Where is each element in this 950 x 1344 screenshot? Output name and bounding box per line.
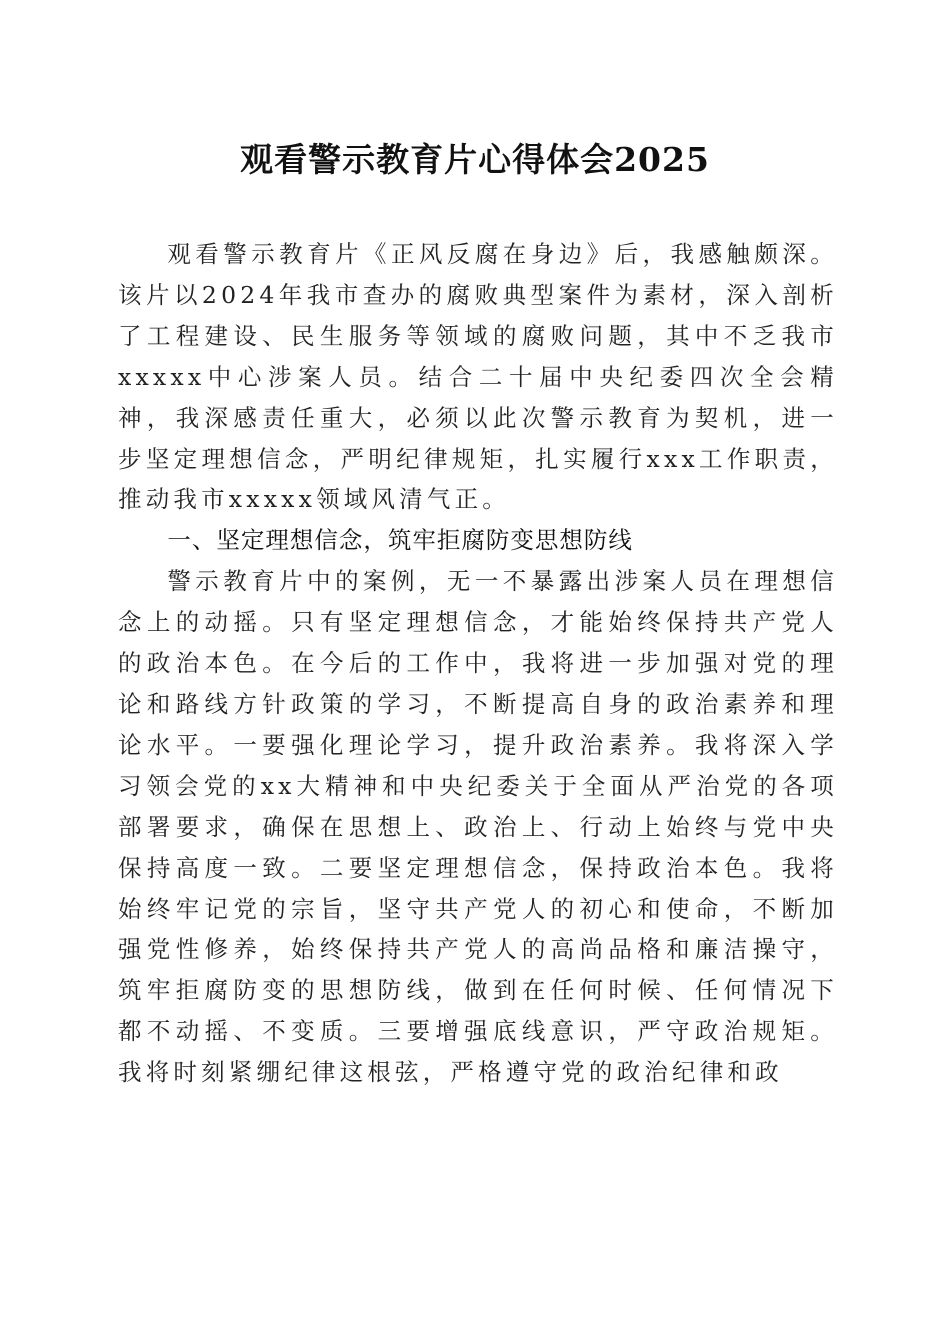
document-body bbox=[118, 234, 838, 1093]
section-heading-1: 一、坚定理想信念，筑牢拒腐防变思想防线 bbox=[167, 526, 633, 555]
section-1-paragraph: 警示教育片中的案例，无一不暴露出涉案人员在理想信念上的动摇。只有坚定理想信念，才能始终保持共产党人的政治本色。在今后的工作中，我将进一步加强对党的理论和路线方针政策的学习，不断提高自身的政治素养和理论水平。一要强化理论学习，提升政治素养。我将深入学习领会党的xx大精神和中央纪委关于全面从严治党的各项部署要求，确保在思想上、政治上、行动上始终与党中央保持高度一致。二要坚定理想信念，保持政治本色。我将始终牢记党的宗旨，坚守共产党人的初心和使命，不断加强党性修养，始终保持共产党人的高尚品格和廉洁操守，筑牢拒腐防变的思想防线，做到在任何时候、任何情况下都不动摇、不变质。三要增强底线意识，严守政治规矩。我将时刻紧绷纪律这根弦，严格遵守党的政治纪律和政 bbox=[118, 567, 838, 1087]
intro-paragraph: 观看警示教育片《正风反腐在身边》后，我感触颇深。该片以2024年我市查办的腐败典型案件为素材，深入剖析了工程建设、民生服务等领域的腐败问题，其中不乏我市xxxxx中心涉案人员。结合二十届中央纪委四次全会精神，我深感责任重大，必须以此次警示教育为契机，进一步坚定理想信念，严明纪律规矩，扎实履行xxx工作职责，推动我市xxxxx领域风清气正。 bbox=[118, 240, 838, 514]
document-title: 观看警示教育片心得体会2025 bbox=[240, 140, 710, 179]
